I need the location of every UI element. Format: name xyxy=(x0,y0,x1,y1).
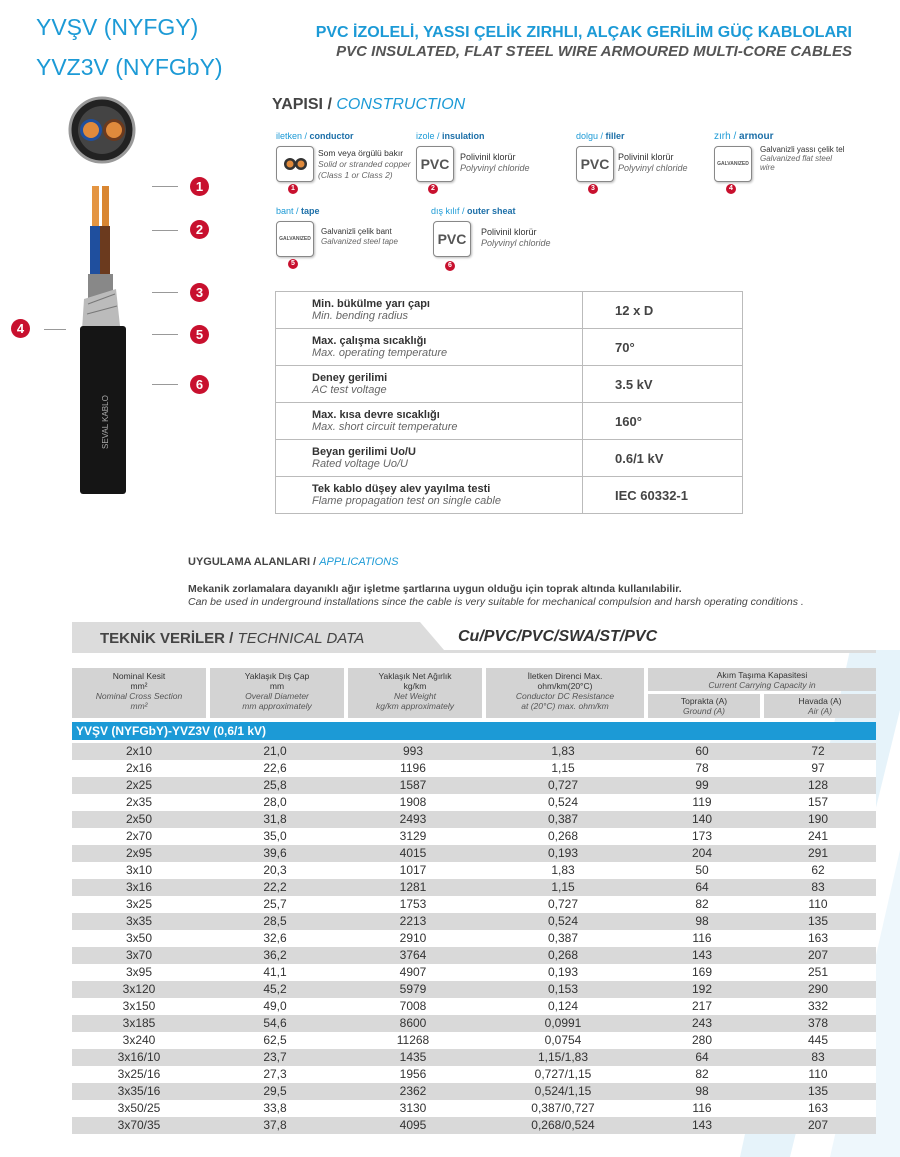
cell-resistance: 1,83 xyxy=(551,744,575,758)
property-value: IEC 60332-1 xyxy=(583,477,743,514)
cell-weight: 8600 xyxy=(399,1016,427,1030)
leader-line xyxy=(152,186,178,187)
cell-ground-current: 192 xyxy=(691,982,713,996)
table-row xyxy=(72,743,876,760)
cell-diameter: 54,6 xyxy=(263,1016,287,1030)
cell-diameter: 31,8 xyxy=(263,812,287,826)
cell-ground-current: 116 xyxy=(692,931,712,945)
property-label xyxy=(276,477,583,514)
cell-resistance: 0,727 xyxy=(547,778,579,792)
cell-ground-current: 82 xyxy=(695,897,709,911)
header-dc-resistance: İletken Direnci Max. ohm/km(20°C) Conductor DC Resistance at (20°C) max. ohm/km xyxy=(486,668,644,718)
cell-resistance: 0,387 xyxy=(547,931,579,945)
cable-code-secondary: YVZ3V (NYFGbY) xyxy=(36,54,223,80)
cell-weight: 2213 xyxy=(399,914,427,928)
cell-air-current: 190 xyxy=(807,812,829,826)
cell-ground-current: 169 xyxy=(691,965,713,979)
item-number: 5 xyxy=(288,259,298,269)
construction-item-filler: dolgu / filler PVC Polivinil klorür Polyvinyl chloride 3 xyxy=(576,131,688,192)
cell-cross-section: 2x70 xyxy=(125,829,153,843)
cell-cross-section: 2x95 xyxy=(125,846,153,860)
cell-cross-section: 3x240 xyxy=(122,1033,156,1047)
cell-weight: 2493 xyxy=(399,812,427,826)
property-value: 12 x D xyxy=(583,292,743,329)
table-row xyxy=(72,896,876,913)
cell-ground-current: 82 xyxy=(695,1067,709,1081)
table-row xyxy=(72,777,876,794)
cable-code-primary: YVŞV (NYFGY) xyxy=(36,14,199,40)
cell-ground-current: 98 xyxy=(695,914,709,928)
header-ground: Toprakta (A) Ground (A) xyxy=(648,694,760,718)
cell-weight: 1753 xyxy=(399,897,427,911)
table-row xyxy=(72,964,876,981)
cell-weight: 1435 xyxy=(399,1050,427,1064)
cell-diameter: 21,0 xyxy=(263,744,287,758)
cell-resistance: 0,268 xyxy=(547,829,579,843)
property-row xyxy=(276,329,743,366)
cell-air-current: 72 xyxy=(811,744,825,758)
cell-cross-section: 3x70 xyxy=(125,948,153,962)
property-row xyxy=(276,403,743,440)
cell-resistance: 1,15 xyxy=(551,880,575,894)
cell-resistance: 0,387/0,727 xyxy=(531,1101,595,1115)
cell-ground-current: 50 xyxy=(695,863,709,877)
table-row xyxy=(72,862,876,879)
property-label-en: Max. short circuit temperature xyxy=(312,421,458,433)
cell-air-current: 128 xyxy=(807,778,829,792)
cell-diameter: 20,3 xyxy=(263,863,287,877)
property-row xyxy=(276,366,743,403)
cell-ground-current: 119 xyxy=(692,795,712,809)
cell-ground-current: 143 xyxy=(691,1118,713,1132)
cell-resistance: 0,524 xyxy=(547,914,579,928)
cell-diameter: 28,0 xyxy=(263,795,287,809)
property-label-en: Flame propagation test on single cable xyxy=(312,495,501,507)
group-label-bar: YVŞV (NYFGbY)-YVZ3V (0,6/1 kV) xyxy=(72,722,876,740)
construction-item-conductor: iletken / conductor Som veya örgülü bakır Solid or stranded copper (Class 1 or Class 2) 1 xyxy=(276,131,411,192)
cell-ground-current: 64 xyxy=(695,880,709,894)
galvanized-icon: GALVANIZED xyxy=(714,146,752,182)
item-number: 1 xyxy=(288,184,298,194)
table-row xyxy=(72,981,876,998)
property-label-en: Rated voltage Uo/U xyxy=(312,458,408,470)
cell-air-current: 83 xyxy=(811,1050,825,1064)
cell-diameter: 22,2 xyxy=(263,880,287,894)
cell-weight: 4095 xyxy=(399,1118,427,1132)
leader-line xyxy=(152,384,178,385)
cell-air-current: 332 xyxy=(807,999,829,1013)
table-row xyxy=(72,760,876,777)
header-nominal-section: Nominal Kesit mm² Nominal Cross Section mm² xyxy=(72,668,206,718)
cell-resistance: 0,268 xyxy=(547,948,579,962)
page-title-tr: PVC İZOLELİ, YASSI ÇELİK ZIRHLI, ALÇAK GERİLİM GÜÇ KABLOLARI xyxy=(315,24,852,41)
item-number: 3 xyxy=(588,184,598,194)
cell-cross-section: 2x16 xyxy=(125,761,153,775)
property-label xyxy=(276,440,583,477)
cell-cross-section: 3x35 xyxy=(125,914,153,928)
cell-ground-current: 280 xyxy=(691,1033,713,1047)
cell-resistance: 0,193 xyxy=(547,846,579,860)
leader-line xyxy=(152,230,178,231)
cell-diameter: 22,6 xyxy=(263,761,287,775)
table-row xyxy=(72,1066,876,1083)
cell-diameter: 28,5 xyxy=(263,914,287,928)
property-label-tr: Min. bükülme yarı çapı xyxy=(312,298,430,310)
cell-ground-current: 64 xyxy=(695,1050,709,1064)
cell-weight: 4907 xyxy=(399,965,427,979)
header-air: Havada (A) Air (A) xyxy=(764,694,876,718)
cell-air-current: 251 xyxy=(807,965,829,979)
cell-cross-section: 3x16 xyxy=(125,880,153,894)
construction-heading: YAPISI / CONSTRUCTION xyxy=(272,96,466,113)
property-row xyxy=(276,292,743,329)
cable-cross-section-icon xyxy=(60,94,170,504)
cell-ground-current: 98 xyxy=(695,1084,709,1098)
conductor-cores-icon xyxy=(276,146,314,182)
cell-resistance: 1,83 xyxy=(551,863,575,877)
cell-resistance: 1,15/1,83 xyxy=(537,1050,589,1064)
leader-line xyxy=(152,334,178,335)
header-overall-diameter: Yaklaşık Dış Çap mm Overall Diameter mm approximately xyxy=(210,668,344,718)
marker-1: 1 xyxy=(190,177,209,196)
cell-ground-current: 217 xyxy=(691,999,713,1013)
table-row xyxy=(72,930,876,947)
properties-table xyxy=(275,291,743,514)
property-label-tr: Max. çalışma sıcaklığı xyxy=(312,335,427,347)
cell-cross-section: 2x50 xyxy=(125,812,153,826)
cell-air-current: 135 xyxy=(807,914,829,928)
cell-diameter: 62,5 xyxy=(263,1033,287,1047)
cell-ground-current: 116 xyxy=(692,1101,712,1115)
cell-weight: 1587 xyxy=(399,778,427,792)
cell-cross-section: 3x120 xyxy=(122,982,156,996)
cell-weight: 1908 xyxy=(399,795,427,809)
construction-code: Cu/PVC/PVC/SWA/ST/PVC xyxy=(458,628,658,645)
cell-weight: 3130 xyxy=(399,1101,427,1115)
table-row xyxy=(72,998,876,1015)
pvc-icon: PVC xyxy=(576,146,614,182)
cell-air-current: 241 xyxy=(807,829,829,843)
cell-cross-section: 2x35 xyxy=(125,795,153,809)
property-value: 70° xyxy=(583,329,743,366)
cell-cross-section: 2x10 xyxy=(125,744,153,758)
table-row xyxy=(72,1083,876,1100)
cell-air-current: 445 xyxy=(807,1033,829,1047)
cell-diameter: 41,1 xyxy=(263,965,287,979)
cell-weight: 2910 xyxy=(399,931,427,945)
table-row xyxy=(72,794,876,811)
item-number: 2 xyxy=(428,184,438,194)
property-label xyxy=(276,292,583,329)
pvc-icon: PVC xyxy=(433,221,471,257)
header-net-weight: Yaklaşık Net Ağırlık kg/km Net Weight kg/km approximately xyxy=(348,668,482,718)
technical-data-table xyxy=(72,743,876,1134)
cell-cross-section: 3x50/25 xyxy=(117,1101,161,1115)
cell-weight: 3129 xyxy=(399,829,427,843)
construction-item-insulation: izole / insulation PVC Polivinil klorür Polyvinyl chloride 2 xyxy=(416,131,530,192)
cell-air-current: 157 xyxy=(807,795,829,809)
cell-cross-section: 3x70/35 xyxy=(117,1118,161,1132)
construction-item-outer-sheath: dış kılıf / outer sheat PVC Polivinil klorür Polyvinyl chloride 6 xyxy=(431,206,551,269)
cell-weight: 4015 xyxy=(399,846,427,860)
cell-resistance: 0,387 xyxy=(547,812,579,826)
table-row xyxy=(72,845,876,862)
property-value: 3.5 kV xyxy=(583,366,743,403)
table-row xyxy=(72,1100,876,1117)
item-number: 6 xyxy=(445,261,455,271)
cell-ground-current: 173 xyxy=(691,829,713,843)
cell-resistance: 0,0991 xyxy=(544,1016,582,1030)
cell-weight: 7008 xyxy=(399,999,427,1013)
cell-diameter: 37,8 xyxy=(263,1118,287,1132)
cell-resistance: 0,524 xyxy=(547,795,579,809)
property-label-en: AC test voltage xyxy=(312,384,387,396)
cell-cross-section: 3x35/16 xyxy=(117,1084,161,1098)
applications-text-en: Can be used in underground installations since the cable is very suitable for mechanical compulsion and harsh operating conditions . xyxy=(188,596,804,608)
cell-weight: 1281 xyxy=(399,880,427,894)
cell-diameter: 36,2 xyxy=(263,948,287,962)
cell-resistance: 0,727 xyxy=(547,897,579,911)
cell-resistance: 0,153 xyxy=(547,982,579,996)
table-row xyxy=(72,947,876,964)
cell-diameter: 27,3 xyxy=(263,1067,287,1081)
cell-cross-section: 3x25 xyxy=(125,897,153,911)
cell-diameter: 39,6 xyxy=(263,846,287,860)
cell-air-current: 207 xyxy=(807,948,829,962)
cell-cross-section: 3x16/10 xyxy=(117,1050,161,1064)
cell-ground-current: 204 xyxy=(691,846,713,860)
construction-item-armour: zırh / armour GALVANIZED Galvanizli yassı çelik tel Galvanized flat steel wire 4 xyxy=(714,131,845,192)
cell-cross-section: 3x25/16 xyxy=(117,1067,161,1081)
property-row xyxy=(276,440,743,477)
cell-air-current: 83 xyxy=(811,880,825,894)
cell-resistance: 0,727/1,15 xyxy=(534,1067,592,1081)
cell-air-current: 163 xyxy=(807,1101,829,1115)
cell-weight: 1196 xyxy=(400,761,426,775)
property-label-tr: Deney gerilimi xyxy=(312,372,388,384)
cell-diameter: 35,0 xyxy=(263,829,287,843)
table-row xyxy=(72,1049,876,1066)
cell-air-current: 62 xyxy=(811,863,825,877)
cell-resistance: 0,193 xyxy=(547,965,579,979)
cell-cross-section: 3x150 xyxy=(122,999,156,1013)
cell-resistance: 1,15 xyxy=(551,761,575,775)
cell-weight: 2362 xyxy=(399,1084,427,1098)
galvanized-icon: GALVANIZED xyxy=(276,221,314,257)
marker-2: 2 xyxy=(190,220,209,239)
cell-air-current: 290 xyxy=(807,982,829,996)
cell-cross-section: 3x185 xyxy=(122,1016,156,1030)
cell-air-current: 163 xyxy=(807,931,829,945)
cell-weight: 3764 xyxy=(399,948,427,962)
table-row xyxy=(72,828,876,845)
cell-air-current: 135 xyxy=(807,1084,829,1098)
property-value: 0.6/1 kV xyxy=(583,440,743,477)
cell-resistance: 0,524/1,15 xyxy=(534,1084,592,1098)
cable-print-text: SEVAL KABLO xyxy=(101,395,110,449)
table-row xyxy=(72,879,876,896)
pvc-icon: PVC xyxy=(416,146,454,182)
cell-weight: 1017 xyxy=(399,863,427,877)
cell-diameter: 25,8 xyxy=(263,778,287,792)
property-label-tr: Tek kablo düşey alev yayılma testi xyxy=(312,483,491,495)
property-label xyxy=(276,366,583,403)
property-label xyxy=(276,329,583,366)
marker-5: 5 xyxy=(190,325,209,344)
cell-cross-section: 3x50 xyxy=(125,931,153,945)
table-row xyxy=(72,1032,876,1049)
cell-cross-section: 3x10 xyxy=(125,863,153,877)
cell-diameter: 32,6 xyxy=(263,931,287,945)
cell-resistance: 0,124 xyxy=(547,999,579,1013)
table-row xyxy=(72,1117,876,1134)
cell-air-current: 97 xyxy=(811,761,825,775)
cell-air-current: 110 xyxy=(808,897,828,911)
marker-3: 3 xyxy=(190,283,209,302)
header-current-capacity: Akım Taşıma Kapasitesi Current Carrying Capacity in xyxy=(648,668,876,691)
marker-6: 6 xyxy=(190,375,209,394)
cell-ground-current: 143 xyxy=(691,948,713,962)
technical-heading: TEKNİK VERİLER / TECHNICAL DATA xyxy=(100,630,365,647)
cell-air-current: 207 xyxy=(807,1118,829,1132)
cell-resistance: 0,0754 xyxy=(544,1033,582,1047)
page-title-en: PVC INSULATED, FLAT STEEL WIRE ARMOURED MULTI-CORE CABLES xyxy=(336,43,852,60)
property-label-en: Min. bending radius xyxy=(312,310,409,322)
cell-diameter: 49,0 xyxy=(263,999,287,1013)
property-label-tr: Beyan gerilimi Uo/U xyxy=(312,446,416,458)
leader-line xyxy=(44,329,66,330)
cell-air-current: 291 xyxy=(807,846,829,860)
applications-text-tr: Mekanik zorlamalara dayanıklı ağır işletme şartlarına uygun olduğu için toprak altında kullanılabilir. xyxy=(188,583,682,595)
table-row xyxy=(72,811,876,828)
cell-diameter: 25,7 xyxy=(263,897,287,911)
cell-air-current: 378 xyxy=(807,1016,829,1030)
cell-ground-current: 99 xyxy=(695,778,709,792)
cell-ground-current: 78 xyxy=(695,761,709,775)
cell-diameter: 23,7 xyxy=(263,1050,287,1064)
cell-weight: 5979 xyxy=(399,982,427,996)
cell-weight: 11268 xyxy=(396,1033,430,1047)
cell-cross-section: 3x95 xyxy=(125,965,153,979)
table-row xyxy=(72,913,876,930)
cell-weight: 1956 xyxy=(399,1067,427,1081)
cell-air-current: 110 xyxy=(808,1067,828,1081)
property-label xyxy=(276,403,583,440)
cell-resistance: 0,268/0,524 xyxy=(531,1118,595,1132)
property-value: 160° xyxy=(583,403,743,440)
property-row xyxy=(276,477,743,514)
cell-diameter: 29,5 xyxy=(263,1084,287,1098)
property-label-tr: Max. kısa devre sıcaklığı xyxy=(312,409,440,421)
cell-diameter: 33,8 xyxy=(263,1101,287,1115)
leader-line xyxy=(152,292,178,293)
marker-4: 4 xyxy=(11,319,30,338)
cell-cross-section: 2x25 xyxy=(125,778,153,792)
table-row xyxy=(72,1015,876,1032)
cell-diameter: 45,2 xyxy=(263,982,287,996)
applications-heading: UYGULAMA ALANLARI / APPLICATIONS xyxy=(188,556,399,568)
cable-image xyxy=(60,94,170,504)
property-label-en: Max. operating temperature xyxy=(312,347,448,359)
construction-item-tape: bant / tape GALVANIZED Galvanizli çelik bant Galvanized steel tape 5 xyxy=(276,206,398,267)
cell-ground-current: 243 xyxy=(691,1016,713,1030)
cell-weight: 993 xyxy=(402,744,424,758)
item-number: 4 xyxy=(726,184,736,194)
cell-ground-current: 140 xyxy=(691,812,713,826)
cell-ground-current: 60 xyxy=(695,744,709,758)
